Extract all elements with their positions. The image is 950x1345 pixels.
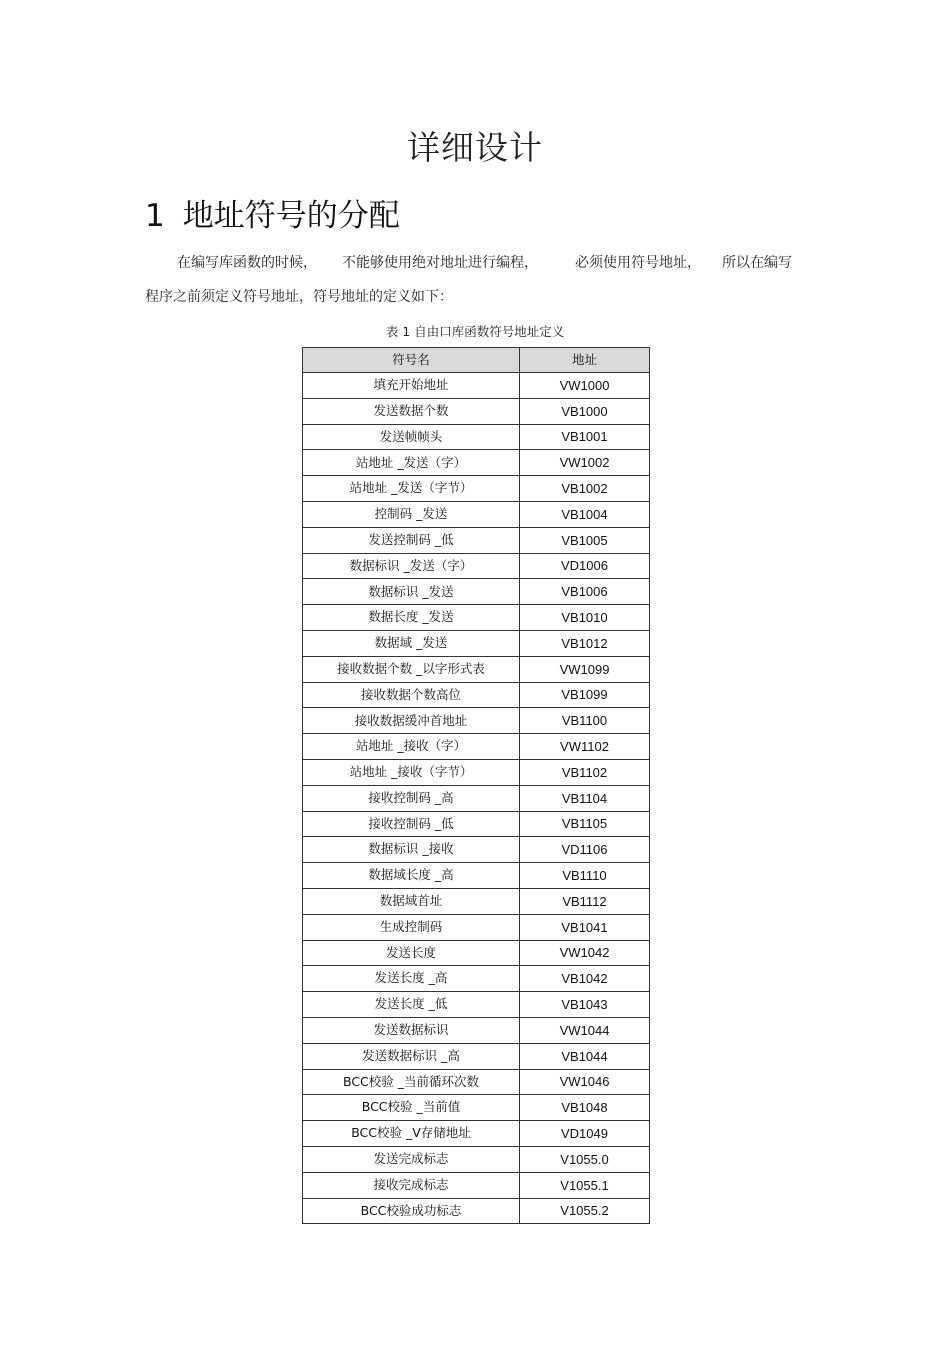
symbol-name-cell: 发送长度 _低 bbox=[303, 992, 520, 1018]
symbol-name-cell: 站地址 _发送（字） bbox=[303, 450, 520, 476]
table-row bbox=[303, 1121, 650, 1147]
table-row bbox=[303, 940, 650, 966]
symbol-name-cell: 发送数据标识 bbox=[303, 1017, 520, 1043]
symbol-name-cell: BCC校验成功标志 bbox=[303, 1198, 520, 1224]
symbol-name-cell: 发送帧帧头 bbox=[303, 424, 520, 450]
symbol-name-cell: 接收完成标志 bbox=[303, 1172, 520, 1198]
table-caption: 表 1 自由口库函数符号地址定义 bbox=[385, 324, 565, 339]
intro-paragraph-line-1 bbox=[145, 252, 805, 272]
address-cell: VB1044 bbox=[520, 1043, 650, 1069]
table-row bbox=[303, 759, 650, 785]
address-cell: VB1004 bbox=[520, 501, 650, 527]
table-row bbox=[303, 863, 650, 889]
header-address: 地址 bbox=[520, 348, 650, 373]
table-row bbox=[303, 966, 650, 992]
symbol-name-cell: 生成控制码 bbox=[303, 914, 520, 940]
address-cell: VB1099 bbox=[520, 682, 650, 708]
address-cell: VW1044 bbox=[520, 1017, 650, 1043]
table-row bbox=[303, 553, 650, 579]
address-cell: VB1000 bbox=[520, 398, 650, 424]
address-cell: VW1099 bbox=[520, 656, 650, 682]
address-cell: VB1041 bbox=[520, 914, 650, 940]
address-cell: VD1049 bbox=[520, 1121, 650, 1147]
symbol-name-cell: 接收控制码 _低 bbox=[303, 811, 520, 837]
address-cell: VW1046 bbox=[520, 1069, 650, 1095]
symbol-name-cell: BCC校验 _V存储地址 bbox=[303, 1121, 520, 1147]
address-cell: VB1104 bbox=[520, 785, 650, 811]
address-cell: V1055.0 bbox=[520, 1146, 650, 1172]
table-row bbox=[303, 734, 650, 760]
symbol-name-cell: 站地址 _发送（字节） bbox=[303, 476, 520, 502]
intro-segment: 不能够使用绝对地址进行编程， bbox=[342, 255, 538, 271]
address-cell: VD1006 bbox=[520, 553, 650, 579]
symbol-name-cell: 接收数据缓冲首地址 bbox=[303, 708, 520, 734]
table-row bbox=[303, 1043, 650, 1069]
symbol-name-cell: 接收控制码 _高 bbox=[303, 785, 520, 811]
address-cell: VB1012 bbox=[520, 630, 650, 656]
symbol-name-cell: 数据域长度 _高 bbox=[303, 863, 520, 889]
table-row bbox=[303, 527, 650, 553]
table-row bbox=[303, 837, 650, 863]
table-row bbox=[303, 476, 650, 502]
table-row bbox=[303, 373, 650, 399]
table-row bbox=[303, 1198, 650, 1224]
symbol-name-cell: 发送完成标志 bbox=[303, 1146, 520, 1172]
symbol-name-cell: 数据标识 _接收 bbox=[303, 837, 520, 863]
address-cell: VB1105 bbox=[520, 811, 650, 837]
address-cell: VW1000 bbox=[520, 373, 650, 399]
table-row bbox=[303, 682, 650, 708]
table-row bbox=[303, 450, 650, 476]
document-title: 详细设计 bbox=[407, 128, 543, 167]
intro-segment: 必须使用符号地址， bbox=[575, 255, 701, 271]
address-cell: VB1100 bbox=[520, 708, 650, 734]
intro-segment: 在编写库函数的时候， bbox=[177, 255, 317, 271]
address-cell: VB1002 bbox=[520, 476, 650, 502]
address-cell: VB1110 bbox=[520, 863, 650, 889]
symbol-name-cell: BCC校验 _当前值 bbox=[303, 1095, 520, 1121]
table-row bbox=[303, 888, 650, 914]
table-row bbox=[303, 501, 650, 527]
address-cell: V1055.2 bbox=[520, 1198, 650, 1224]
table-row bbox=[303, 1095, 650, 1121]
address-cell: VW1102 bbox=[520, 734, 650, 760]
table-row bbox=[303, 785, 650, 811]
symbol-name-cell: 填充开始地址 bbox=[303, 373, 520, 399]
section-heading bbox=[145, 190, 400, 235]
address-cell: VB1001 bbox=[520, 424, 650, 450]
table-row bbox=[303, 811, 650, 837]
table-row bbox=[303, 656, 650, 682]
address-cell: VB1112 bbox=[520, 888, 650, 914]
symbol-name-cell: 接收数据个数 _以字形式表 bbox=[303, 656, 520, 682]
intro-segment: 所以在编写 bbox=[722, 255, 792, 271]
table-row bbox=[303, 630, 650, 656]
symbol-name-cell: 数据域首址 bbox=[303, 888, 520, 914]
symbol-name-cell: 站地址 _接收（字） bbox=[303, 734, 520, 760]
table-row bbox=[303, 992, 650, 1018]
table-header-row bbox=[303, 348, 650, 373]
table-row bbox=[303, 1146, 650, 1172]
symbol-name-cell: 控制码 _发送 bbox=[303, 501, 520, 527]
table-row bbox=[303, 1172, 650, 1198]
table-row bbox=[303, 708, 650, 734]
address-cell: V1055.1 bbox=[520, 1172, 650, 1198]
symbol-name-cell: 发送长度 bbox=[303, 940, 520, 966]
symbol-address-table bbox=[302, 347, 650, 1224]
address-cell: VD1106 bbox=[520, 837, 650, 863]
symbol-name-cell: 发送数据标识 _高 bbox=[303, 1043, 520, 1069]
symbol-name-cell: 发送数据个数 bbox=[303, 398, 520, 424]
table-row bbox=[303, 398, 650, 424]
table-row bbox=[303, 579, 650, 605]
address-cell: VB1010 bbox=[520, 605, 650, 631]
table-row bbox=[303, 605, 650, 631]
address-cell: VB1005 bbox=[520, 527, 650, 553]
symbol-name-cell: 接收数据个数高位 bbox=[303, 682, 520, 708]
address-cell: VB1042 bbox=[520, 966, 650, 992]
symbol-name-cell: 数据域 _发送 bbox=[303, 630, 520, 656]
section-title: 地址符号的分配 bbox=[182, 198, 400, 234]
symbol-name-cell: 站地址 _接收（字节） bbox=[303, 759, 520, 785]
section-number: 1 bbox=[145, 198, 165, 234]
symbol-name-cell: 发送控制码 _低 bbox=[303, 527, 520, 553]
address-cell: VB1006 bbox=[520, 579, 650, 605]
table-row bbox=[303, 1069, 650, 1095]
symbol-name-cell: BCC校验 _当前循环次数 bbox=[303, 1069, 520, 1095]
table-row bbox=[303, 1017, 650, 1043]
address-cell: VW1042 bbox=[520, 940, 650, 966]
table-row bbox=[303, 914, 650, 940]
intro-paragraph-line-2: 程序之前须定义符号地址，符号地址的定义如下： bbox=[145, 289, 453, 305]
symbol-name-cell: 数据标识 _发送 bbox=[303, 579, 520, 605]
table-row bbox=[303, 424, 650, 450]
symbol-name-cell: 数据标识 _发送（字） bbox=[303, 553, 520, 579]
address-cell: VB1102 bbox=[520, 759, 650, 785]
address-cell: VB1043 bbox=[520, 992, 650, 1018]
address-cell: VB1048 bbox=[520, 1095, 650, 1121]
address-cell: VW1002 bbox=[520, 450, 650, 476]
header-symbol-name: 符号名 bbox=[303, 348, 520, 373]
symbol-name-cell: 数据长度 _发送 bbox=[303, 605, 520, 631]
symbol-name-cell: 发送长度 _高 bbox=[303, 966, 520, 992]
